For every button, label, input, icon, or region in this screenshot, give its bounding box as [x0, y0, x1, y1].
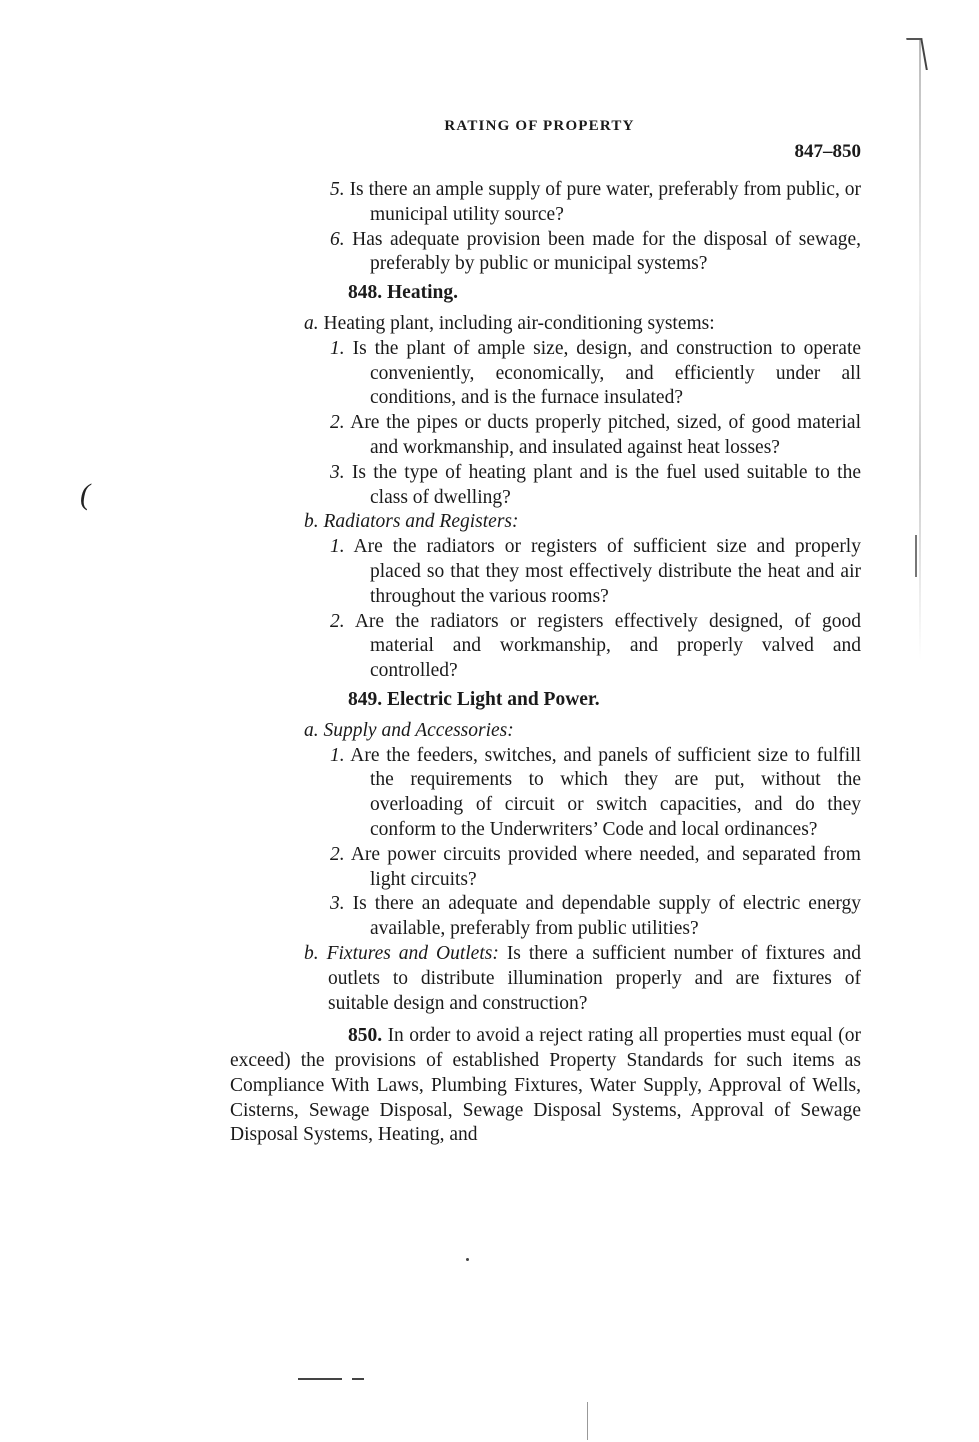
item-text: Are the feeders, switches, and panels of sufficient size to fulfill the requirements to which they are put, without the overloading of circuit or switch capacities, and do they conform to the Underwriters’ Code and local ordinances?: [350, 744, 861, 840]
list-item: [330, 892, 861, 942]
item-text: Are the pipes or ducts properly pitched, sized, of good material and workmanship, and insulated against heat losses?: [350, 412, 861, 458]
item-number: 2.: [330, 843, 345, 865]
item-text: Is there an ample supply of pure water, preferably from public, or municipal utility source?: [349, 179, 862, 225]
list-item: [330, 411, 861, 461]
subsection-letter: b.: [304, 511, 319, 533]
subsection-label: Radiators and Registers:: [323, 511, 519, 533]
subsection-paragraph: [288, 942, 861, 1016]
section-heading-848: 848. Heating.: [348, 282, 458, 304]
item-number: 1.: [330, 536, 345, 558]
paragraph-text: In order to avoid a reject rating all properties must equal (or exceed) the provisions of established Property Standards for such items as Compliance With Laws, Plumbing Fixtures, Water Supply, Approval of Wells, Cisterns, Sewage Disposal, Sewage Disposal Systems, Approval of Sewage Disposal Systems, Heating, and: [230, 1025, 861, 1146]
item-number: 1.: [330, 744, 345, 766]
binding-tick-mark: [587, 1402, 588, 1440]
subsection-letter: a.: [304, 719, 319, 741]
item-number: 1.: [330, 337, 345, 359]
subsection-label: Supply and Accessories:: [323, 719, 514, 741]
list-item: [330, 228, 861, 278]
item-text: Are the radiators or registers effectively designed, of good material and workmanship, and properly valved and controlled?: [354, 610, 861, 682]
section-heading-849: 849. Electric Light and Power.: [348, 688, 600, 710]
subsection-heading: [288, 312, 861, 337]
subsection-heading: [288, 510, 861, 535]
print-dash-mark: [352, 1378, 364, 1380]
item-text: Are the radiators or registers of sufficient size and properly placed so that they most effectively distribute the heat and air throughout the various rooms?: [353, 536, 861, 607]
item-number: 6.: [330, 228, 345, 250]
section-number: 850.: [348, 1025, 383, 1047]
page-number: 847–850: [794, 141, 861, 162]
list-item: [330, 178, 861, 228]
running-head: RATING OF PROPERTY: [444, 118, 635, 134]
page-corner-mark: [906, 38, 928, 70]
item-text: Is the plant of ample size, design, and construction to operate conveniently, economically, and efficiently under all conditions, and is the furnace insulated?: [352, 337, 862, 409]
item-text: Are power circuits provided where needed, and separated from light circuits?: [350, 843, 861, 890]
margin-bracket-mark: (: [80, 478, 90, 511]
body-text: [0, 178, 979, 1148]
section-paragraph-850: [230, 1024, 861, 1148]
item-number: 5.: [330, 179, 345, 200]
list-item: [330, 535, 861, 609]
list-item: [330, 337, 861, 411]
subsection-text: Is there a sufficient number of fixtures and outlets to distribute illumination properly and are fixtures of suitable design and construction?: [328, 942, 862, 1014]
item-text: Is there an adequate and dependable supply of electric energy available, preferably from public utilities?: [352, 893, 862, 940]
subsection-label: Heating plant, including air-conditioning systems:: [323, 312, 715, 334]
list-item: [330, 610, 861, 684]
print-speck: [466, 1258, 469, 1261]
item-text: Is the type of heating plant and is the fuel used suitable to the class of dwelling?: [351, 461, 862, 508]
list-item: [330, 843, 861, 893]
item-number: 3.: [330, 461, 345, 483]
subsection-heading: [288, 719, 861, 744]
print-dash-mark: [298, 1378, 342, 1380]
list-item: [330, 461, 861, 511]
list-item: [330, 744, 861, 843]
item-number: 3.: [330, 893, 345, 915]
subsection-label: Fixtures and Outlets:: [326, 942, 499, 964]
subsection-letter: b.: [304, 942, 319, 964]
item-text: Has adequate provision been made for the disposal of sewage, preferably by public or municipal systems?: [352, 228, 861, 275]
subsection-letter: a.: [304, 312, 319, 334]
item-number: 2.: [330, 610, 345, 632]
item-number: 2.: [330, 412, 345, 434]
